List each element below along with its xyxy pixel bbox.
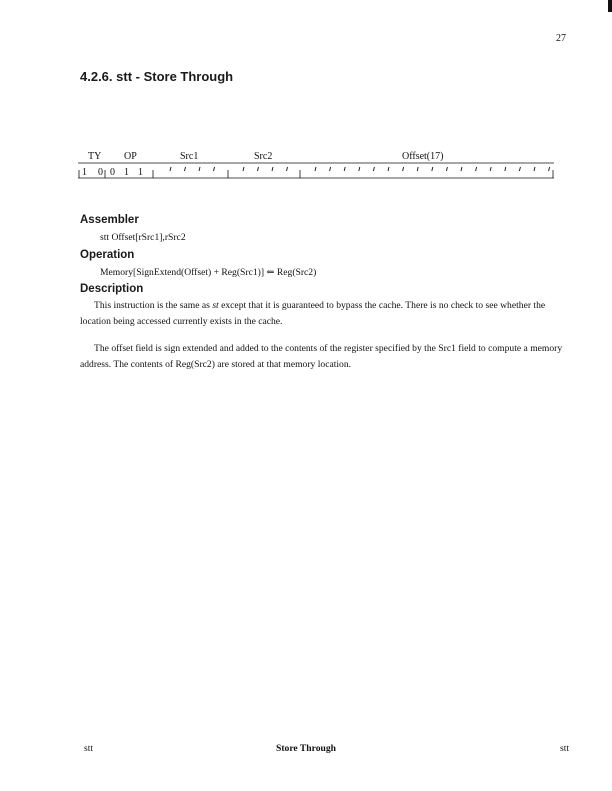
bit-tick: [330, 167, 331, 171]
description-text: This instruction is the same as: [94, 300, 213, 311]
page-number: 27: [556, 33, 566, 44]
bit-value: 1: [82, 167, 87, 178]
assembler-heading: Assembler: [80, 214, 139, 226]
assembler-syntax: stt Offset[rSrc1],rSrc2: [100, 232, 186, 243]
bit-tick: [315, 167, 316, 171]
footer-left: stt: [84, 743, 94, 754]
operation-expression: Memory[SignExtend(Offset) + Reg(Src1)] ⇐ Reg(Src2): [100, 267, 317, 278]
description-heading: Description: [80, 283, 144, 295]
bit-tick: [505, 167, 506, 171]
bit-tick: [446, 167, 447, 171]
bit-tick: [170, 167, 171, 171]
bit-value: 0: [98, 167, 103, 178]
bit-tick: [534, 167, 535, 171]
bit-tick: [243, 167, 244, 171]
bit-value: 0: [110, 167, 115, 178]
bit-value: 1: [124, 167, 129, 178]
footer-title: Store Through: [276, 743, 336, 754]
bit-tick: [344, 167, 345, 171]
field-label-offset: Offset(17): [402, 151, 444, 162]
bit-tick: [214, 167, 215, 171]
field-label-ty: TY: [88, 151, 102, 162]
bit-tick: [258, 167, 259, 171]
bit-tick: [287, 167, 288, 171]
footer-right: stt: [560, 743, 570, 754]
bit-field-svg: [78, 162, 554, 179]
bit-tick: [199, 167, 200, 171]
bit-tick: [490, 167, 491, 171]
bit-value: 1: [138, 167, 143, 178]
bit-tick: [373, 167, 374, 171]
description-text: except that it is guaranteed to bypass the cache. There is no check to see whether the location being accessed currently exists in the cache.: [80, 300, 546, 327]
bit-tick: [549, 167, 550, 171]
operation-heading: Operation: [80, 249, 135, 261]
field-label-src1: Src1: [180, 151, 199, 162]
bit-tick: [461, 167, 462, 171]
bit-tick: [432, 167, 433, 171]
field-label-op: OP: [124, 151, 137, 162]
bit-tick: [476, 167, 477, 171]
bit-tick: [403, 167, 404, 171]
description-text: The offset field is sign extended and added to the contents of the register specified by the Src1 field to compute a memory address. The contents of Reg(Src2) are stored at that memory location.: [80, 343, 563, 370]
description-paragraph-2: [80, 341, 572, 373]
bit-tick: [388, 167, 389, 171]
bit-tick: [185, 167, 186, 171]
field-label-src2: Src2: [254, 151, 273, 162]
bit-tick: [519, 167, 520, 171]
bit-tick: [417, 167, 418, 171]
bit-field-bar: [78, 162, 554, 179]
instruction-reference: st: [212, 300, 219, 311]
description-paragraph-1: [80, 298, 572, 330]
bit-tick: [272, 167, 273, 171]
scan-edge-mark: [608, 0, 612, 12]
bit-tick: [359, 167, 360, 171]
section-title: 4.2.6. stt - Store Through: [80, 69, 234, 84]
